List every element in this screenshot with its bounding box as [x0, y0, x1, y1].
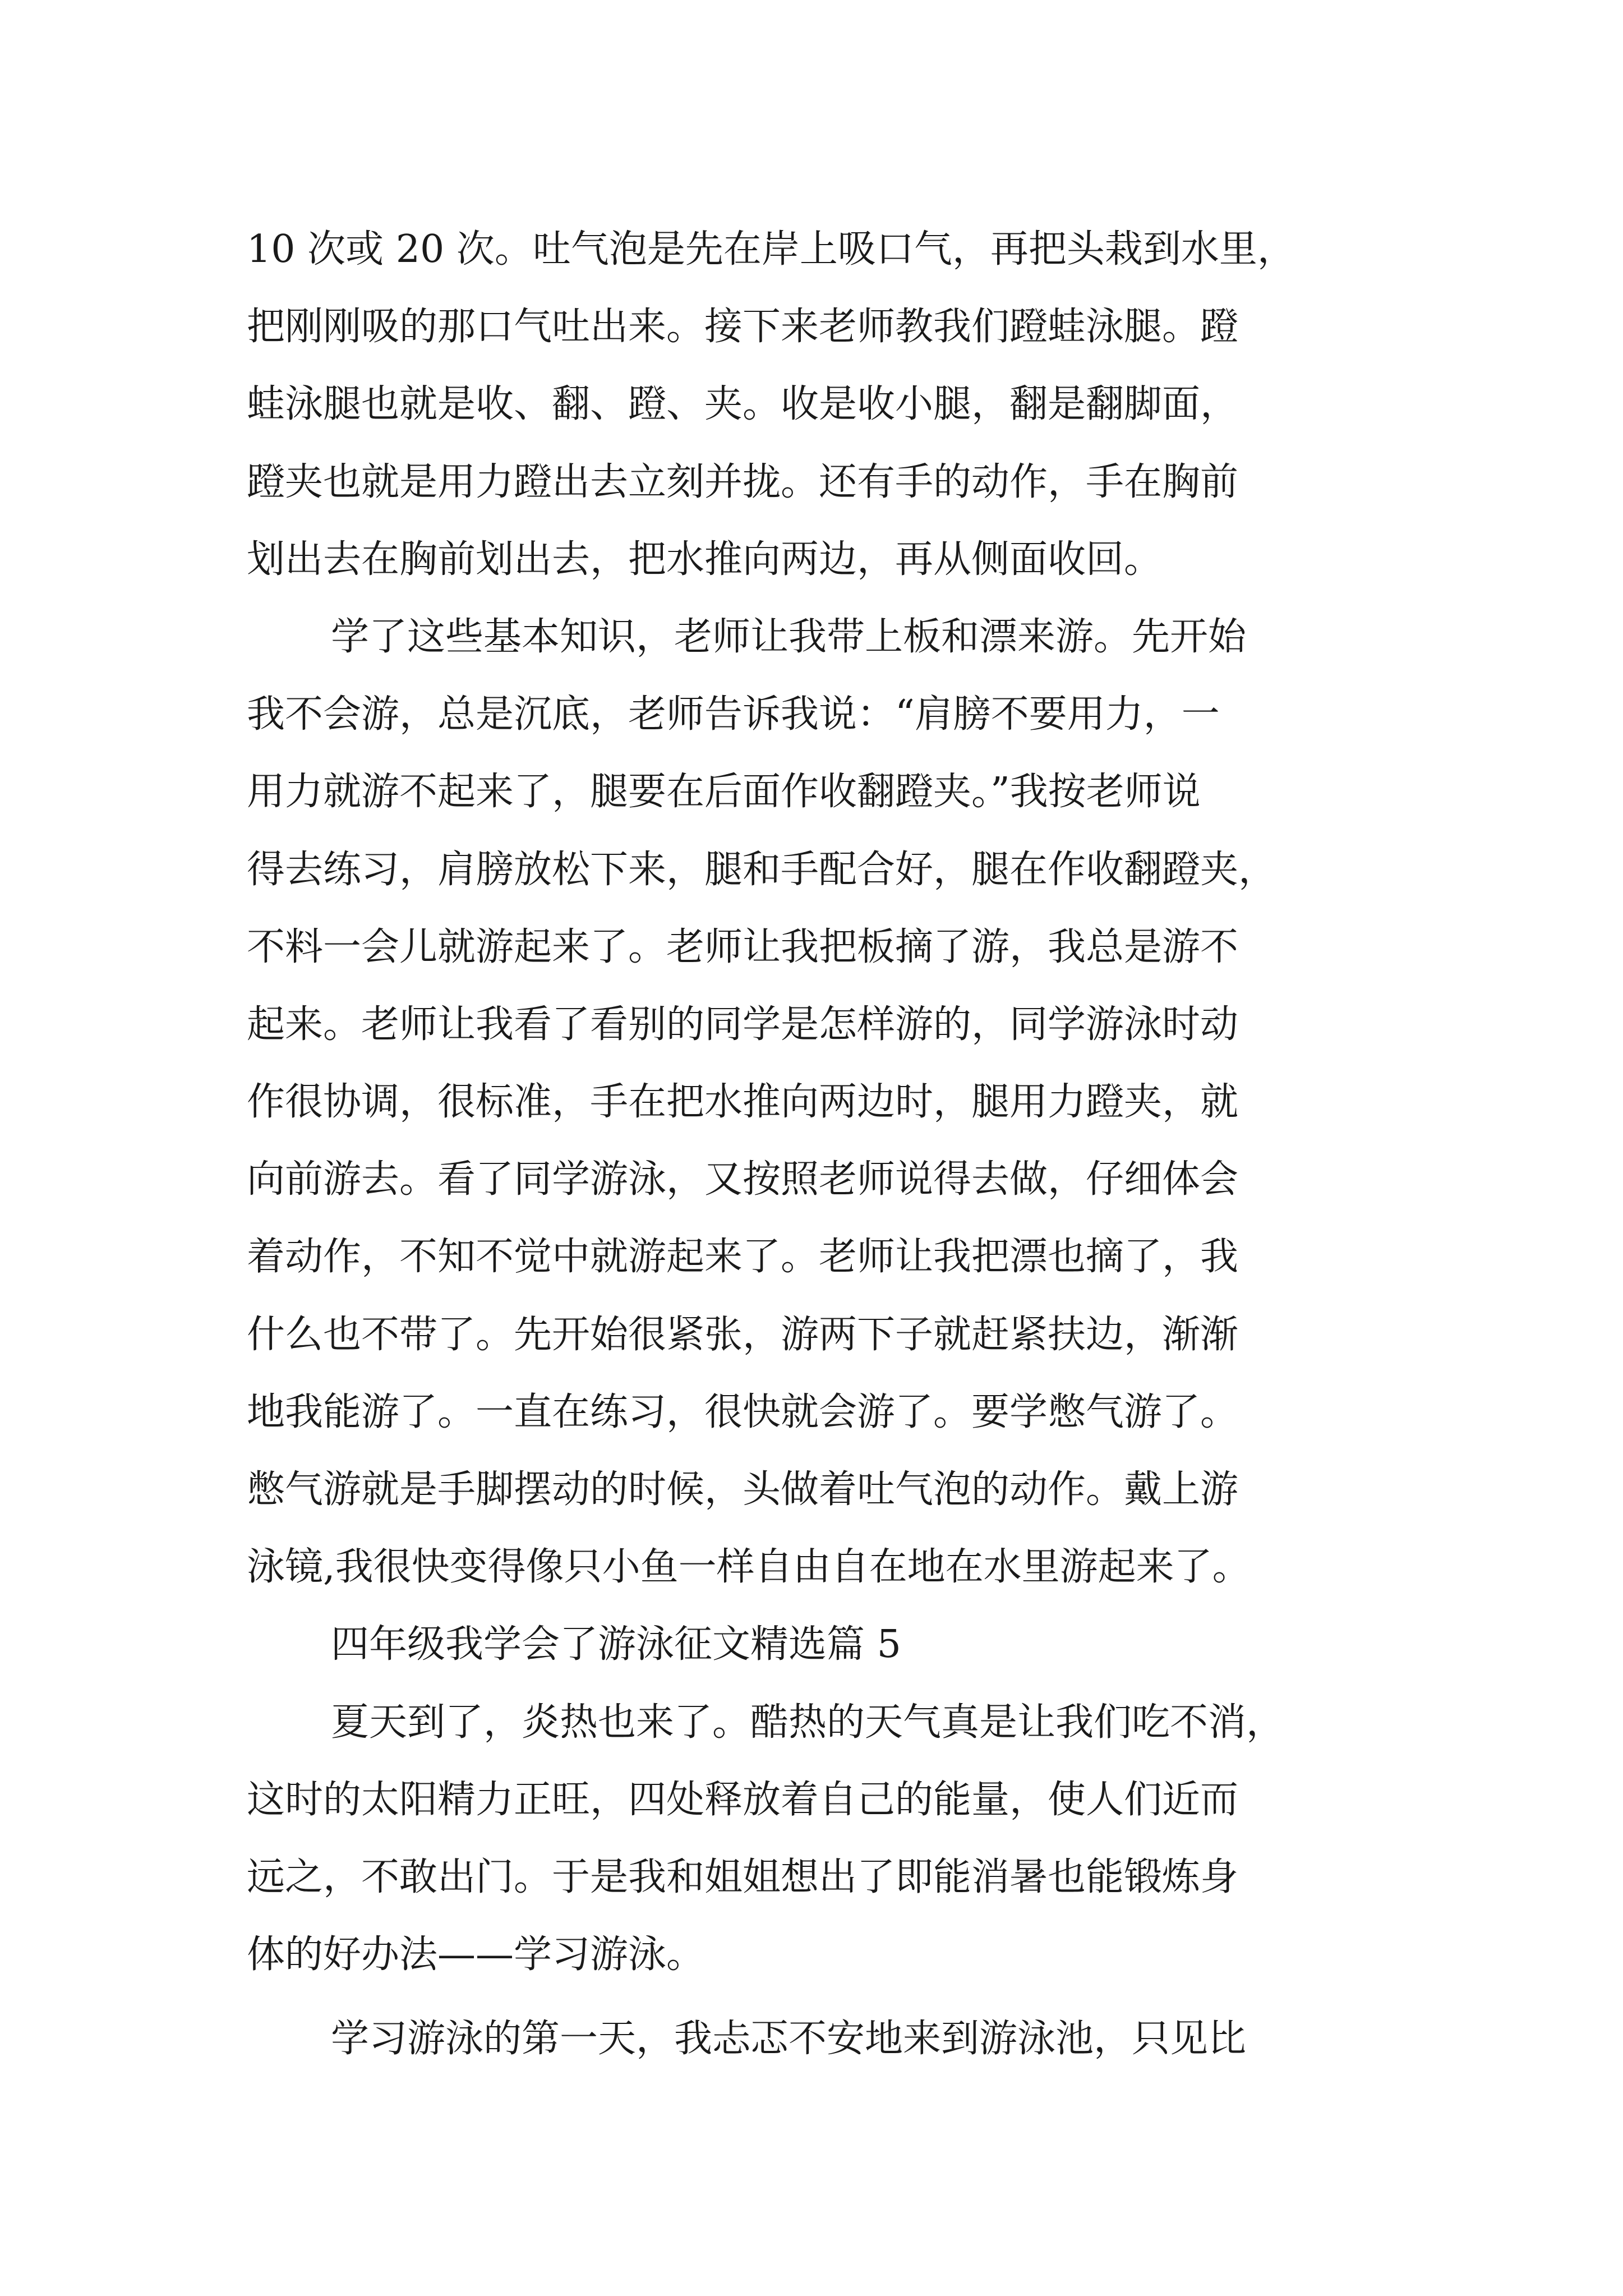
paragraph-first-line: 学了这些基本知识，老师让我带上板和漂来游。先开始 — [331, 614, 1247, 659]
text-line: 10 次或 20 次。吐气泡是先在岸上吸口气，再把头栽到水里， — [247, 227, 1295, 272]
text-line: 什么也不带了。先开始很紧张，游两下子就赶紧扶边，渐渐 — [247, 1312, 1239, 1357]
text-line: 起来。老师让我看了看别的同学是怎样游的，同学游泳时动 — [247, 1002, 1239, 1047]
text-line: 我不会游，总是沉底，老师告诉我说：“肩膀不要用力，一 — [247, 692, 1220, 737]
section-heading: 四年级我学会了游泳征文精选篇 5 — [331, 1622, 901, 1667]
text-line: 用力就游不起来了，腿要在后面作收翻蹬夹。”我按老师说 — [247, 770, 1201, 815]
text-line: 作很协调，很标准，手在把水推向两边时，腿用力蹬夹，就 — [247, 1080, 1239, 1125]
text-line: 憋气游就是手脚摆动的时候，头做着吐气泡的动作。戴上游 — [247, 1467, 1239, 1512]
text-line: 不料一会儿就游起来了。老师让我把板摘了游，我总是游不 — [247, 924, 1239, 969]
text-line: 着动作，不知不觉中就游起来了。老师让我把漂也摘了，我 — [247, 1235, 1239, 1280]
text-line: 这时的太阳精力正旺，四处释放着自己的能量，使人们近而 — [247, 1777, 1239, 1822]
text-line: 体的好办法——学习游泳。 — [247, 1932, 705, 1977]
paragraph-first-line: 夏天到了，炎热也来了。酷热的天气真是让我们吃不消， — [331, 1700, 1285, 1745]
text-line: 划出去在胸前划出去，把水推向两边，再从侧面收回。 — [247, 537, 1163, 582]
text-line: 向前游去。看了同学游泳，又按照老师说得去做，仔细体会 — [247, 1157, 1239, 1202]
text-line: 泳镜,我很快变得像只小鱼一样自由自在地在水里游起来了。 — [247, 1545, 1251, 1590]
text-line: 蛙泳腿也就是收、翻、蹬、夹。收是收小腿，翻是翻脚面， — [247, 382, 1239, 427]
paragraph-first-line: 学习游泳的第一天，我忐忑不安地来到游泳池，只见比 — [331, 2017, 1247, 2062]
text-line: 地我能游了。一直在练习，很快就会游了。要学憋气游了。 — [247, 1389, 1239, 1434]
text-line: 得去练习，肩膀放松下来，腿和手配合好，腿在作收翻蹬夹， — [247, 847, 1277, 892]
document-body — [247, 211, 1413, 2078]
text-line: 远之，不敢出门。于是我和姐姐想出了即能消暑也能锻炼身 — [247, 1855, 1239, 1899]
text-line: 蹬夹也就是用力蹬出去立刻并拢。还有手的动作，手在胸前 — [247, 459, 1239, 504]
text-line: 把刚刚吸的那口气吐出来。接下来老师教我们蹬蛙泳腿。蹬 — [247, 305, 1239, 349]
